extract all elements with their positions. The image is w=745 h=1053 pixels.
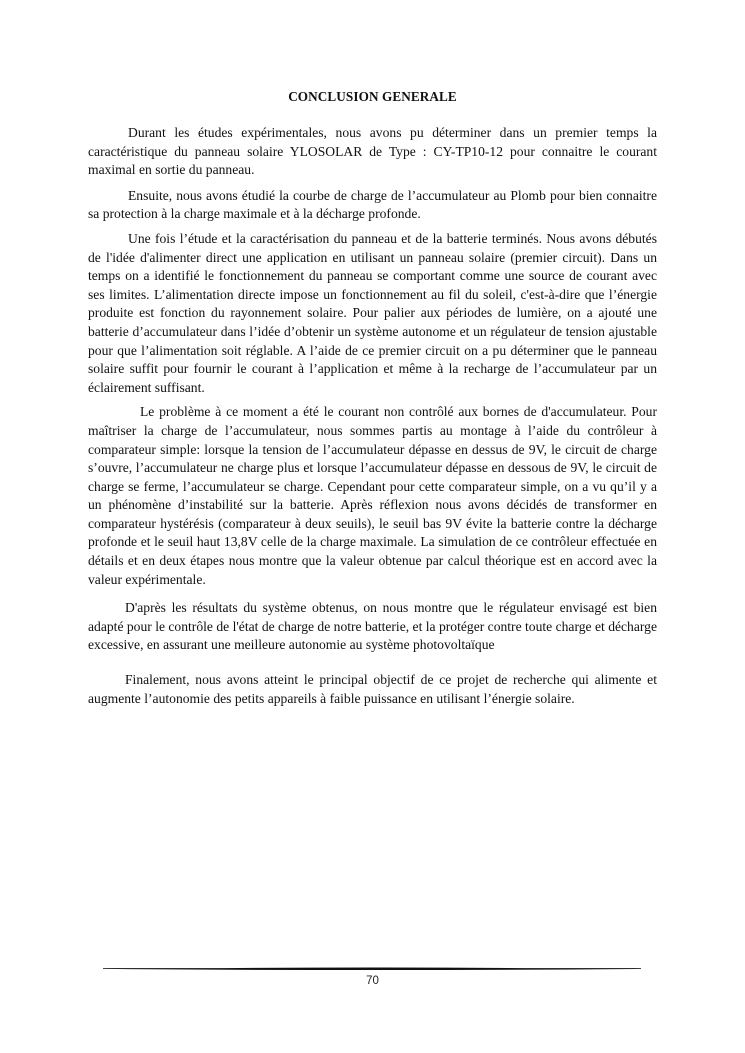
paragraph-3: Une fois l’étude et la caractérisation du panneau et de la batterie terminés. Nous avons débutés de l'idée d'alimenter direct une application en utilisant un panneau solaire (premier circuit). Dans un temps on a identifié le fonctionnement du panneau se comportant comme une source de courant avec ses limites. L’alimentation directe impose un fonctionnement au fil du soleil, c'est-à-dire que l’énergie produite est fonction du rayonnement solaire. Pour palier aux périodes de lumière, on a ajouté une batterie d’accumulateur dans l’idée d’obtenir un système autonome et un régulateur de tension ajustable pour que l’alimentation soit réglable. A l’aide de ce premier circuit on a pu déterminer que le panneau solaire suffit pour fournir le courant à l’application et même à la recharge de l’accumulateur par un éclairement suffisant. — [88, 230, 657, 395]
paragraph-1: Durant les études expérimentales, nous avons pu déterminer dans un premier temps la caractéristique du panneau solaire YLOSOLAR de Type : CY-TP10-12 pour connaitre le courant maximal en sortie du panneau. — [88, 125, 657, 178]
paragraph-4: Le problème à ce moment a été le courant non contrôlé aux bornes de d'accumulateur. Pour maîtriser la charge de l’accumulateur, nous sommes partis au montage à l’aide du contrôleur à comparateur simple: lorsque la tension de l’accumulateur dépasse en dessus de 9V, le circuit de charge s’ouvre, l’accumulateur ne charge plus et lorsque l’accumulateur dépasse en dessous de 9V, le circuit de charge se ferme, l’accumulateur se charge. Cependant pour cette comparateur simple, on a vu qu’il y a un phénomène d’instabilité sur la batterie. Après réflexion nous avons décidés de transformer en comparateur hystérésis (comparateur à deux seuils), le seuil bas 9V évite la batterie contre la décharge profonde et le seuil haut 13,8V celle de la charge maximale. La simulation de ce contrôleur effectuée en détails et en deux étapes nous montre que la valeur obtenue par calcul théorique est en accord avec la valeur expérimentale. — [88, 404, 657, 587]
paragraph-6: Finalement, nous avons atteint le principal objectif de ce projet de recherche qui alimente et augmente l’autonomie des petits appareils à faible puissance en utilisant l’énergie solaire. — [88, 672, 657, 706]
page-title: CONCLUSION GENERALE — [288, 89, 457, 104]
conclusion-body — [88, 124, 657, 708]
footer-divider — [103, 967, 641, 971]
page-number: 70 — [366, 975, 379, 987]
paragraph-2: Ensuite, nous avons étudié la courbe de charge de l’accumulateur au Plomb pour bien connaitre sa protection à la charge maximale et à la décharge profonde. — [88, 187, 657, 222]
paragraph-5: D'après les résultats du système obtenus, on nous montre que le régulateur envisagé est bien adapté pour le contrôle de l'état de charge de notre batterie, et la protéger contre toute charge et décharge excessive, en assurant une meilleure autonomie au système photovoltaïque — [88, 600, 657, 653]
